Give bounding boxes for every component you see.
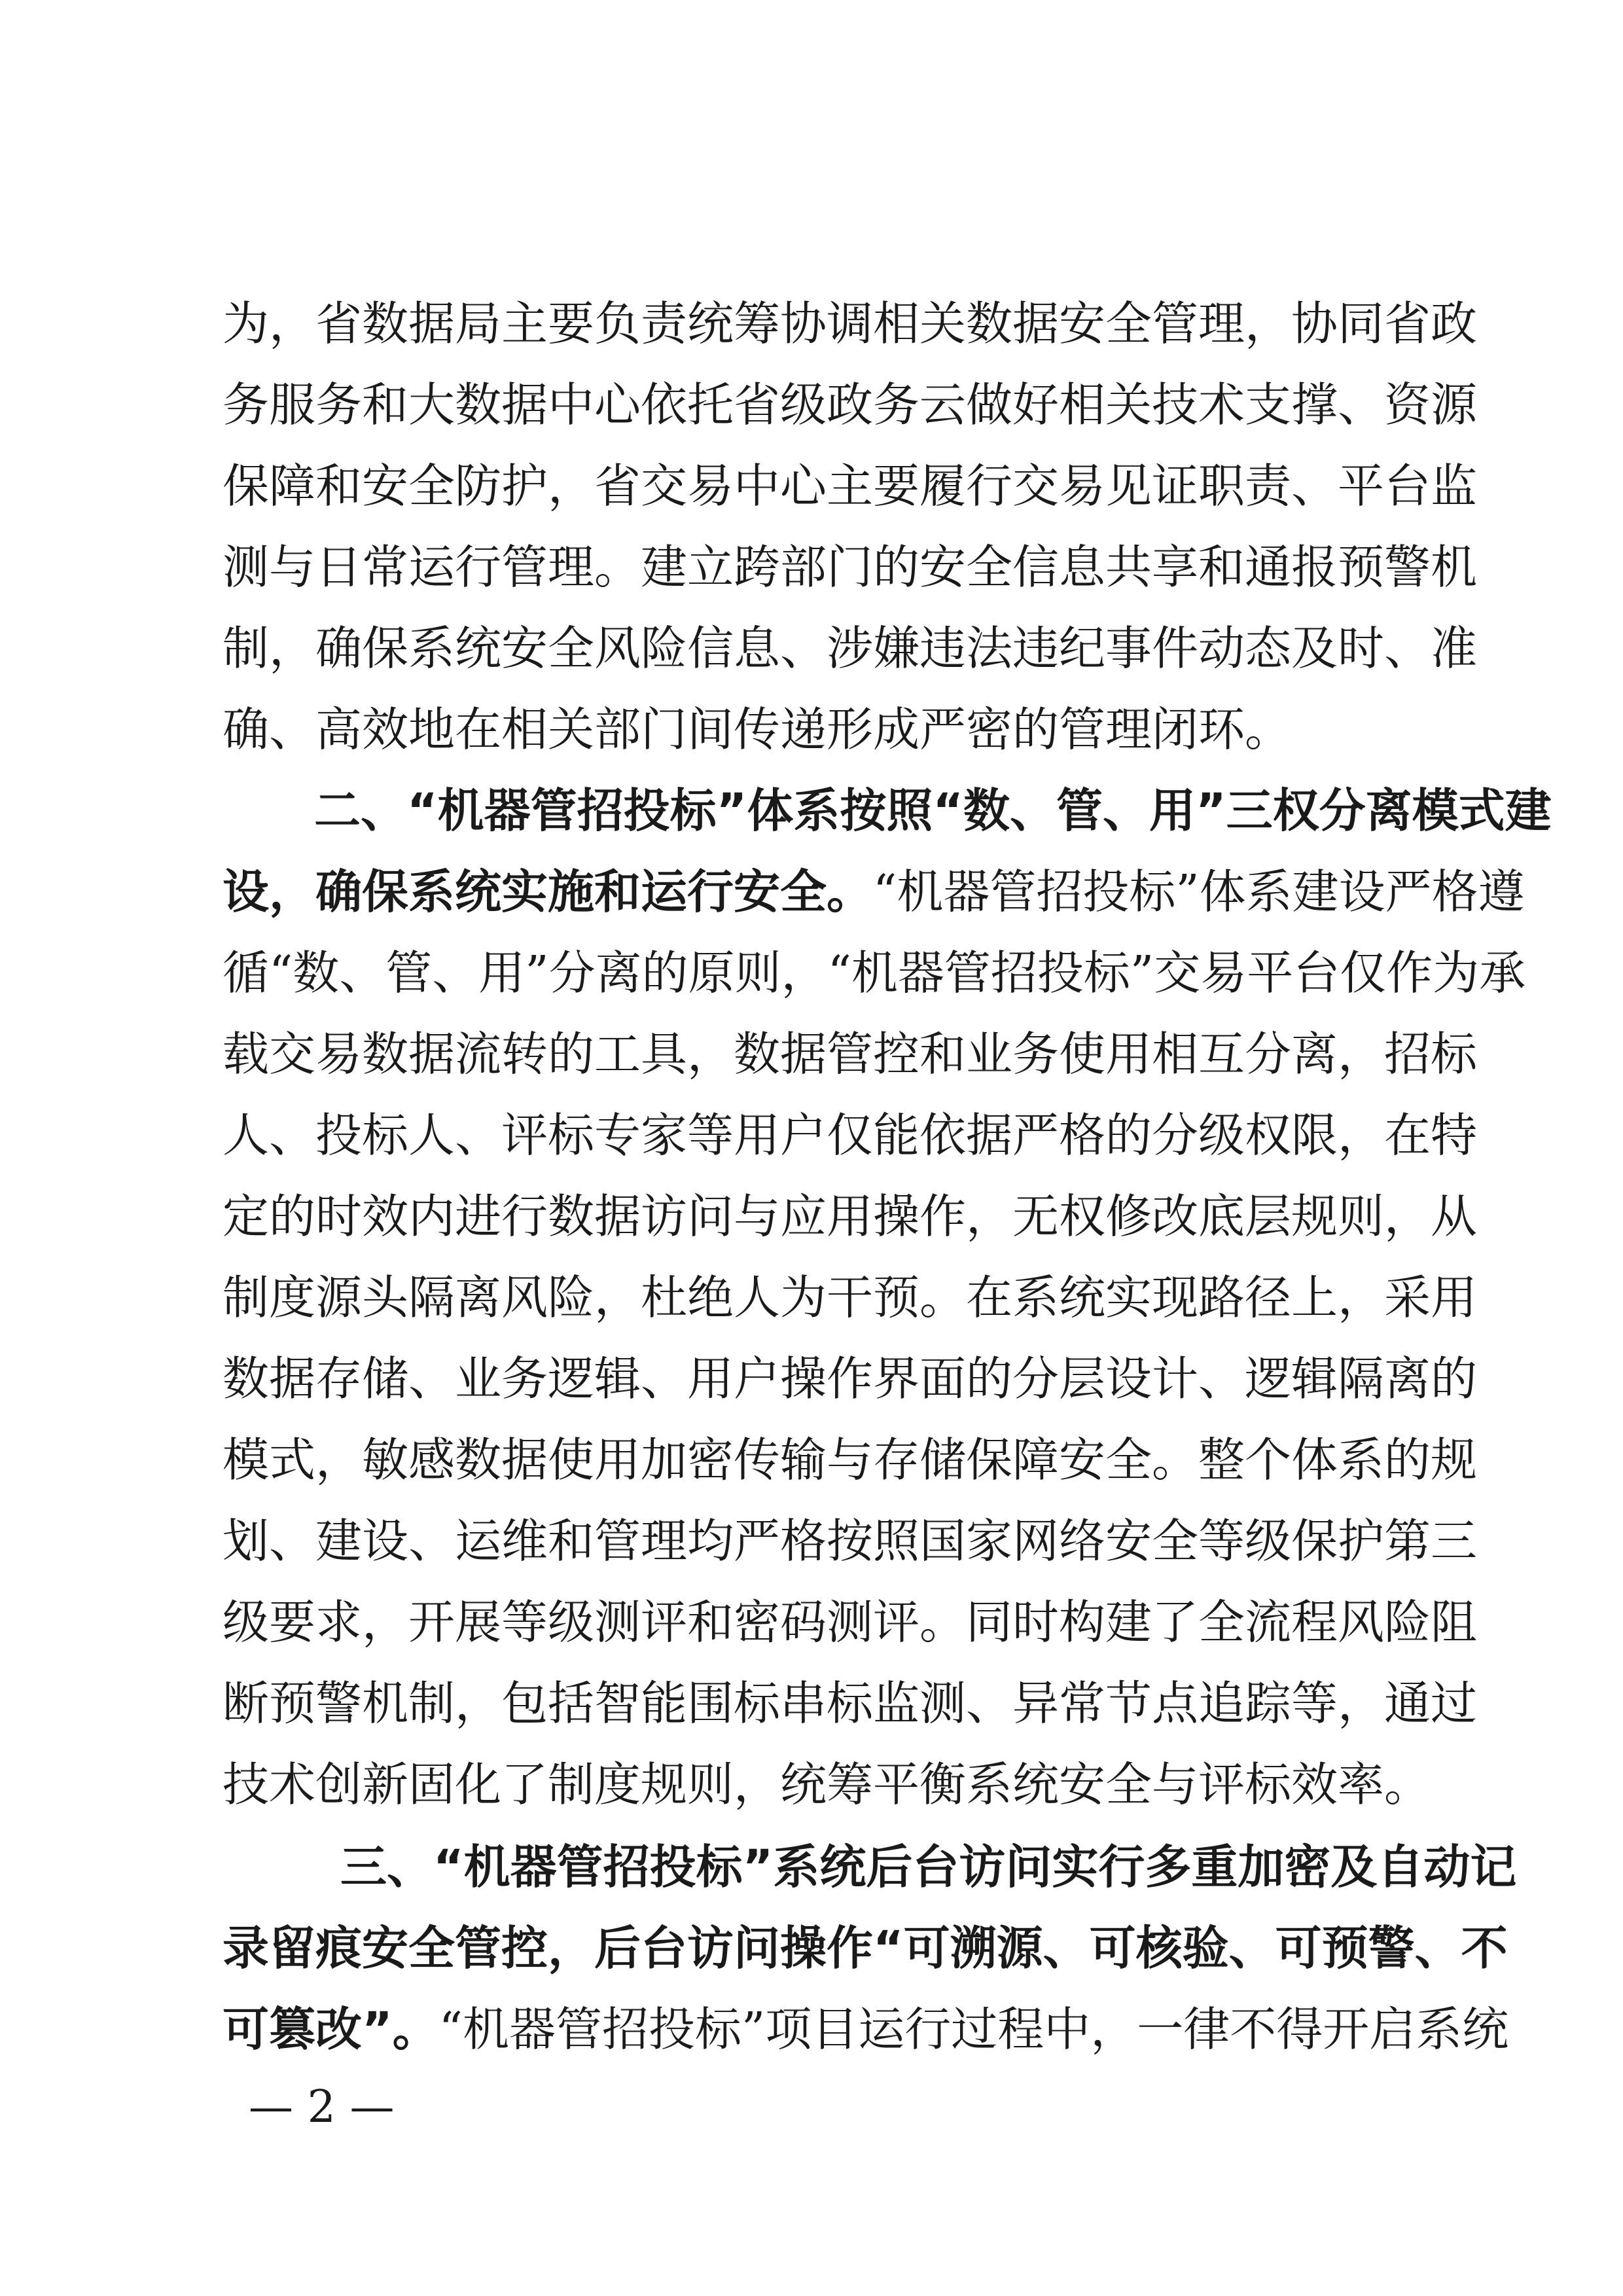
paragraph-line: 制，确保系统安全风险信息、涉嫌违法违纪事件动态及时、准 [223, 621, 1478, 675]
section-heading-2-end: 设，确保系统实施和运行安全。 [223, 865, 874, 919]
paragraph-text: “机器管招投标”体系建设严格遵 [873, 865, 1525, 919]
section-heading-3-end: 可篡改”。 [223, 2002, 439, 2056]
paragraph-line: 循“数、管、用”分离的原则，“机器管招投标”交易平台仅作为承 [223, 946, 1526, 1000]
paragraph-line: 为，省数据局主要负责统筹协调相关数据安全管理，协同省政 [223, 296, 1478, 351]
paragraph-line: 定的时效内进行数据访问与应用操作，无权修改底层规则，从 [223, 1189, 1478, 1244]
section-heading-3: 三、“机器管招投标”系统后台访问实行多重加密及自动记 [340, 1840, 1517, 1894]
paragraph-line: 模式，敏感数据使用加密传输与存储保障安全。整个体系的规 [223, 1433, 1478, 1487]
paragraph-line: 确、高效地在相关部门间传递形成严密的管理闭环。 [223, 702, 1292, 757]
paragraph-line: 级要求，开展等级测评和密码测评。同时构建了全流程风险阻 [223, 1595, 1478, 1649]
paragraph-line: 制度源头隔离风险，杜绝人为干预。在系统实现路径上，采用 [223, 1270, 1478, 1325]
paragraph-line: 保障和安全防护，省交易中心主要履行交易见证职责、平台监 [223, 459, 1478, 513]
paragraph-line: 测与日常运行管理。建立跨部门的安全信息共享和通报预警机 [223, 540, 1478, 594]
paragraph-line: 断预警机制，包括智能围标串标监测、异常节点追踪等，通过 [223, 1676, 1478, 1731]
paragraph-text: “机器管招投标”项目运行过程中，一律不得开启系统 [438, 2002, 1509, 2056]
section-heading-3-cont: 录留痕安全管控，后台访问操作“可溯源、可核验、可预警、不 [223, 1921, 1508, 1975]
paragraph-line: 数据存储、业务逻辑、用户操作界面的分层设计、逻辑隔离的 [223, 1352, 1478, 1406]
page-number: — 2 — [249, 2081, 395, 2133]
paragraph-line [223, 1994, 1509, 2066]
paragraph-line: 划、建设、运维和管理均严格按照国家网络安全等级保护第三 [223, 1514, 1478, 1568]
section-heading-2: 二、“机器管招投标”体系按照“数、管、用”三权分离模式建 [314, 783, 1552, 838]
paragraph-line: 载交易数据流转的工具，数据管控和业务使用相互分离，招标 [223, 1027, 1478, 1081]
paragraph-line [223, 856, 1525, 928]
paragraph-line: 技术创新固化了制度规则，统筹平衡系统安全与评标效率。 [223, 1757, 1431, 1812]
paragraph-line: 务服务和大数据中心依托省级政务云做好相关技术支撑、资源 [223, 378, 1478, 432]
paragraph-line: 人、投标人、评标专家等用户仅能依据严格的分级权限，在特 [223, 1108, 1478, 1162]
